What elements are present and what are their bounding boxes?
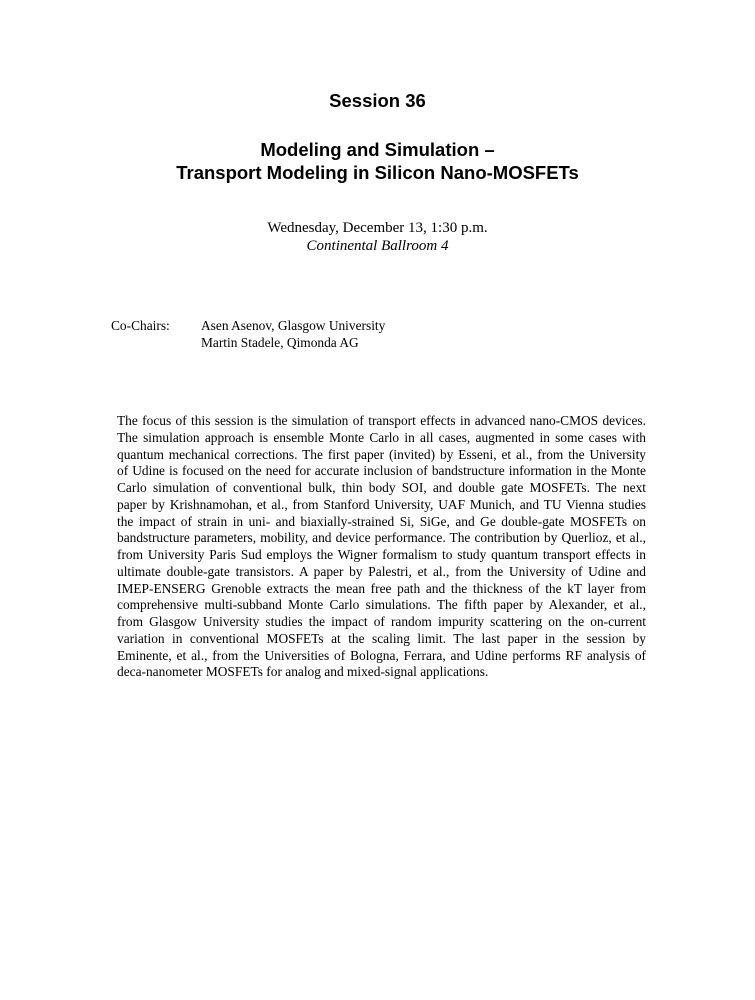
description-line: comprehensive multi-subband Monte Carlo simulations. The fifth paper by Alexander, et al., <box>117 597 646 613</box>
description-line: The focus of this session is the simulation of transport effects in advanced nano-CMOS devices. <box>117 413 646 428</box>
description-line: of Udine is focused on the need for accurate inclusion of bandstructure information in the Monte <box>117 463 646 479</box>
cochairs-block <box>111 318 385 351</box>
session-schedule <box>0 219 755 255</box>
description-line: from Glasgow University studies the impact of random impurity scattering on the on-current <box>117 614 646 629</box>
cochairs-label: Co-Chairs: <box>111 318 170 333</box>
description-line: The simulation approach is ensemble Monte Carlo in all cases, augmented in some cases with <box>117 429 646 445</box>
description-line: IMEP-ENSERG Grenoble extracts the mean free path and the thickness of the kT layer from <box>117 580 646 596</box>
description-line: quantum mechanical corrections. The first paper (invited) by Esseni, et al., from the University <box>117 446 646 462</box>
session-date-time: Wednesday, December 13, 1:30 p.m. <box>267 220 488 236</box>
description-line: the impact of strain in uni- and biaxially-strained Si, SiGe, and Ge double-gate MOSFETs on <box>117 513 646 529</box>
description-line: variation in conventional MOSFETs at the scaling limit. The last paper in the session by <box>117 630 646 646</box>
session-title-line-2: Transport Modeling in Silicon Nano-MOSFETs <box>176 162 579 183</box>
cochair-name: Martin Stadele, Qimonda AG <box>201 334 359 350</box>
description-line: Carlo simulation of conventional bulk, thin body SOI, and double gate MOSFETs. The next <box>117 480 646 495</box>
description-line: paper by Krishnamohan, et al., from Stanford University, UAF Munich, and TU Vienna studies <box>117 496 646 512</box>
description-line: Eminente, et al., from the Universities of Bologna, Ferrara, and Udine performs RF analysis of <box>117 647 646 663</box>
description-line: ultimate double-gate transistors. A paper by Palestri, et al., from the University of Udine and <box>117 563 646 579</box>
description-line: deca-nanometer MOSFETs for analog and mixed-signal applications. <box>117 664 489 680</box>
cochair-name: Asen Asenov, Glasgow University <box>201 318 386 333</box>
session-title-line-1: Modeling and Simulation – <box>260 139 495 160</box>
session-location: Continental Ballroom 4 <box>306 238 449 254</box>
cochairs-names <box>201 318 385 351</box>
session-number: Session 36 <box>329 90 426 111</box>
description-line: from University Paris Sud employs the Wigner formalism to study quantum transport effects in <box>117 547 646 562</box>
session-description <box>117 413 646 681</box>
description-line: bandstructure parameters, mobility, and device performance. The contribution by Querlioz, et al., <box>117 530 646 546</box>
session-title <box>0 138 755 184</box>
